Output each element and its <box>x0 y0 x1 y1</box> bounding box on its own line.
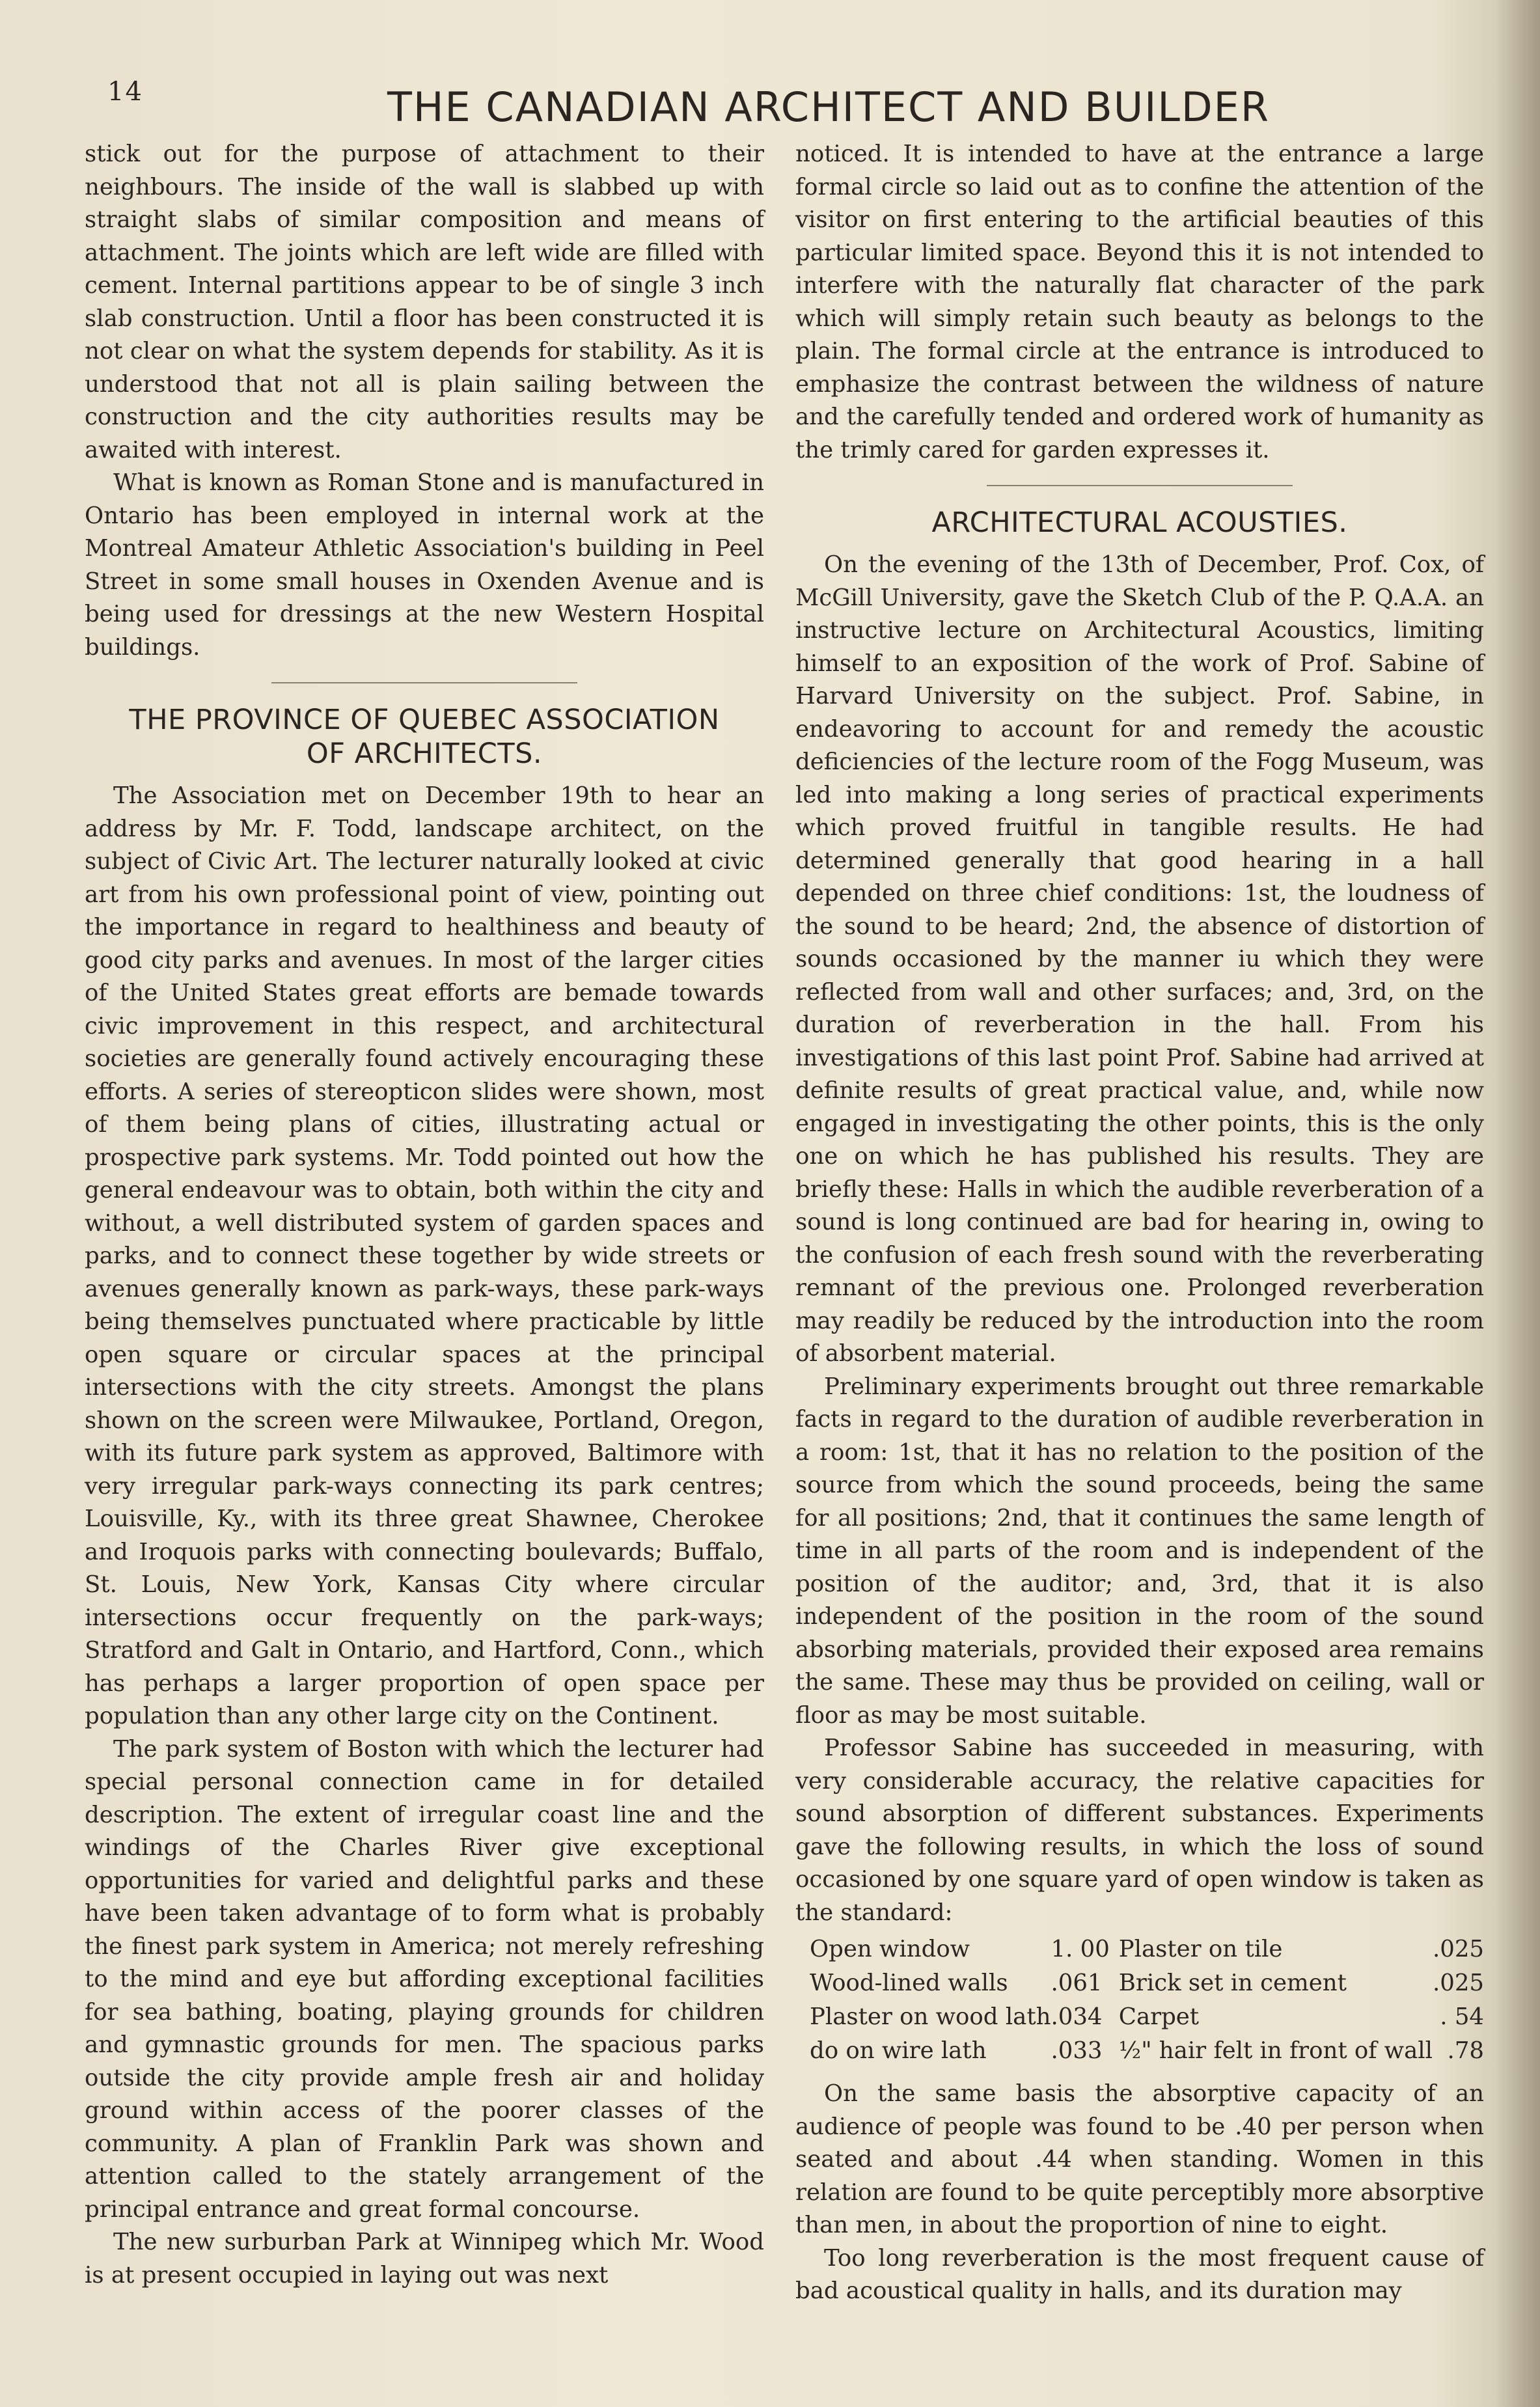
table-row <box>795 2036 1484 2070</box>
material-cell: Plaster on tile <box>1118 1936 1283 1962</box>
table-row <box>795 2002 1484 2036</box>
paragraph: noticed. It is intended to have at the entrance a large formal circle so laid out as to confine the attention of the visitor on first entering to the artificial beauties of this particular limited space. Beyond this it is not intended to interfere with the naturally flat character of the park which will simply retain such beauty as belongs to the plain. The formal circle at the entrance is introduced to emphasize the contrast between the wildness of nature and the carefully tended and ordered work of humanity as the trimly cared for garden expresses it. <box>795 141 1484 463</box>
table-row <box>795 1934 1484 1968</box>
page-edge-shadow <box>1494 0 1540 2407</box>
paragraph: The new surburban Park at Winnipeg which Mr. Wood is at present occupied in laying out was next <box>85 2229 764 2289</box>
absorption-table <box>795 1934 1484 2070</box>
paragraph: The park system of Boston with which the lecturer had special personal connection came in for detailed description. The extent of irregular coast line and the windings of the Charles River give exceptional opportunities for varied and delightful parks and these have been taken advantage of to form what is probably the finest park system in America; not merely refreshing to the mind and eye but affording exceptional facilities for sea bathing, boating, playing grounds for children and gymnastic grounds for men. The spacious parks outside the city provide ample fresh air and holiday ground within access of the poorer classes of the community. A plan of Franklin Park was shown and attention called to the stately arrangement of the principal entrance and great formal concourse. <box>85 1735 764 2223</box>
paragraph: What is known as Roman Stone and is manufactured in Ontario has been employed in internal work at the Montreal Amateur Athletic Association's building in Peel Street in some small houses in Oxenden Avenue and is being used for dressings at the new Western Hospital buildings. <box>85 469 764 661</box>
value-cell: .78 <box>1447 2037 1484 2064</box>
value-cell: .034 <box>1051 2003 1103 2030</box>
section-divider <box>271 682 577 683</box>
value-cell: . 54 <box>1440 2003 1484 2030</box>
paragraph: On the evening of the 13th of December, Prof. Cox, of McGill University, gave the Sketch Club of the P. Q.A.A. an instructive lecture on Architectural Acoustics, limiting himself to an exposition of the work of Prof. Sabine of Harvard University on the subject. Prof. Sabine, in endeavoring to account for and remedy the acoustic deficiencies of the lecture room of the Fogg Museum, was led into making a long series of practical experiments which proved fruitful in tangible results. He had determined generally that good hearing in a hall depended on three chief conditions: 1st, the loudness of the sound to be heard; 2nd, the absence of distortion of sounds occasioned by the manner iu which they were reflected from wall and other surfaces; and, 3rd, on the duration of reverberation in the hall. From his investigations of this last point Prof. Sabine had arrived at definite results of great practical value, and, while now engaged in investigating the other points, this is the only one on which he has published his results. They are briefly these: Halls in which the audible reverberation of a sound is long continued are bad for hearing in, owing to the confusion of each fresh sound with the reverberating remnant of the previous one. Prolonged reverberation may readily be reduced by the introduction into the room of absorbent material. <box>795 551 1484 1367</box>
material-cell: do on wire lath <box>810 2037 987 2064</box>
paragraph: Too long reverberation is the most frequent cause of bad acoustical quality in halls, and its duration may <box>795 2244 1484 2304</box>
section-divider <box>987 485 1293 486</box>
material-cell: Wood-lined walls <box>810 1970 1008 1996</box>
running-title: THE CANADIAN ARCHITECT AND BUILDER <box>387 83 1270 131</box>
right-column <box>795 138 1484 2308</box>
paragraph: stick out for the purpose of attachment to their neighbours. The inside of the wall is slabbed up with straight slabs of similar composition and means of attachment. The joints which are left wide are filled with cement. Internal partitions appear to be of single 3 inch slab construction. Until a floor has been constructed it is not clear on what the system depends for stability. As it is understood that not all is plain sailing between the construction and the city authorities results may be awaited with interest. <box>85 141 764 463</box>
value-cell: .025 <box>1432 1936 1484 1962</box>
heading-line: OF ARCHITECTS. <box>306 737 543 770</box>
section-heading-pqaa <box>85 703 764 771</box>
material-cell: Carpet <box>1118 2003 1200 2030</box>
table-row <box>795 1968 1484 2002</box>
value-cell: .033 <box>1051 2037 1103 2064</box>
heading-line: THE PROVINCE OF QUEBEC ASSOCIATION <box>129 704 720 736</box>
value-cell: .061 <box>1051 1970 1103 1996</box>
page-number: 14 <box>107 77 143 107</box>
material-cell: ½" hair felt in front of wall <box>1118 2037 1433 2064</box>
paragraph: The Association met on December 19th to hear an address by Mr. F. Todd, landscape architect, on the subject of Civic Art. The lecturer naturally looked at civic art from his own professional point of view, pointing out the importance in regard to healthiness and beauty of good city parks and avenues. In most of the larger cities of the United States great efforts are bemade towards civic improvement in this respect, and architectural societies are generally found actively encouraging these efforts. A series of stereopticon slides were shown, most of them being plans of cities, illustrating actual or prospective park systems. Mr. Todd pointed out how the general endeavour was to obtain, both within the city and without, a well distributed system of garden spaces and parks, and to connect these together by wide streets or avenues generally known as park-ways, these park-ways being themselves punctuated where practicable by little open square or circular spaces at the principal intersections with the city streets. Amongst the plans shown on the screen were Milwaukee, Portland, Oregon, with its future park system as approved, Baltimore with very irregular park-ways connecting its park centres; Louisville, Ky., with its three great Shawnee, Cherokee and Iroquois parks with connecting boulevards; Buffalo, St. Louis, New York, Kansas City where circular intersections occur frequently on the park-ways; Stratford and Galt in Ontario, and Hartford, Conn., which has perhaps a larger proportion of open space per population than any other large city on the Continent. <box>85 782 764 1729</box>
value-cell: 1. 00 <box>1051 1936 1110 1962</box>
left-column <box>85 138 764 2292</box>
material-cell: Plaster on wood lath <box>810 2003 1051 2030</box>
paragraph: On the same basis the absorptive capacity of an audience of people was found to be .40 per person when seated and about .44 when standing. Women in this relation are found to be quite perceptibly more absorptive than men, in about the proportion of nine to eight. <box>795 2080 1484 2238</box>
section-heading-acoustics: ARCHITECTURAL ACOUSTIES. <box>931 506 1348 539</box>
paragraph: Preliminary experiments brought out three remarkable facts in regard to the duration of audible reverberation in a room: 1st, that it has no relation to the position of the source from which the sound proceeds, being the same for all positions; 2nd, that it continues the same length of time in all parts of the room and is independent of the position of the auditor; and, 3rd, that it is also independent of the position in the room of the sound absorbing materials, provided their exposed area remains the same. These may thus be provided on ceiling, wall or floor as may be most suitable. <box>795 1373 1484 1729</box>
material-cell: Open window <box>810 1936 970 1962</box>
paragraph: Professor Sabine has succeeded in measuring, with very considerable accuracy, the relative capacities for sound absorption of different substances. Experiments gave the following results, in which the loss of sound occasioned by one square yard of open window is taken as the standard: <box>795 1735 1484 1926</box>
value-cell: .025 <box>1432 1970 1484 1996</box>
material-cell: Brick set in cement <box>1118 1970 1347 1996</box>
